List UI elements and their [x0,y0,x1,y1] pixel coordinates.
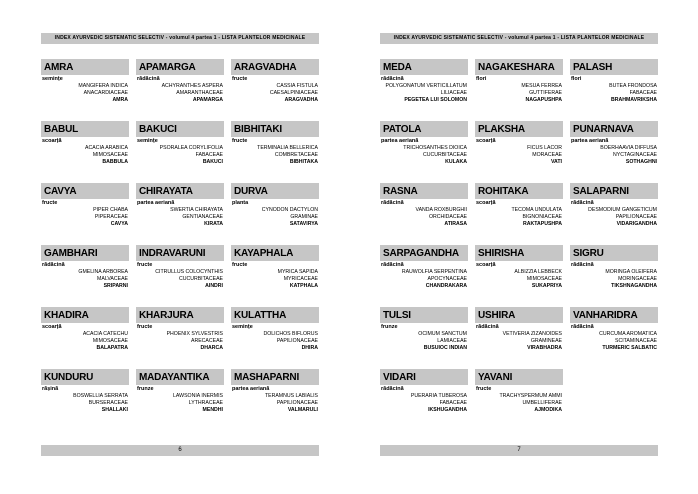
plant-family: GUTTIFERAE [529,90,562,96]
plant-name: PUNARNAVA [570,121,658,137]
plant-name: INDRAVARUNI [136,245,224,261]
plant-card [231,121,319,174]
plant-grid [380,59,658,422]
plant-card [570,245,658,298]
botanical-name: ACHYRANTHES ASPERA [161,83,223,89]
botanical-name: CURCUMA AROMATICA [599,331,657,337]
plant-family: PAPILIONACEAE [615,214,657,220]
plant-part: scoarță [476,262,496,268]
botanical-name: DOLICHOS BIFLORUS [263,331,318,337]
plant-family: FABACEAE [439,400,467,406]
plant-part: fructe [232,76,248,82]
plant-name: KHARJURA [136,307,224,323]
plant-name: RASNA [380,183,468,199]
botanical-name: CASSIA FISTULA [276,83,318,89]
plant-name: GAMBHARI [41,245,129,261]
plant-family: MALVACEAE [97,276,128,282]
plant-family: PAPILIONACEAE [276,400,318,406]
plant-part: rădăcină [381,262,404,268]
synonym: NAGAPUSHPA [525,97,562,103]
plant-name: MASHAPARNI [231,369,319,385]
synonym: BIBHITAKA [289,159,318,165]
synonym: IKSHUGANDHA [428,407,467,413]
page-header: INDEX AYURVEDIC SISTEMATIC SELECTIV - volumul 4 partea 1 - LISTA PLANTELOR MEDICINALE [41,33,319,44]
plant-card [475,59,563,112]
synonym: MENDHI [202,407,223,413]
plant-family: ARECACEAE [191,338,223,344]
synonym: SHALLAKI [101,407,128,413]
plant-part: fructe [137,262,153,268]
plant-card [231,183,319,236]
plant-name: SALAPARNI [570,183,658,199]
synonym: VIDARIGANDHA [616,221,657,227]
plant-card [41,121,129,174]
botanical-name: MORINGA OLEIFERA [605,269,657,275]
plant-part: semințe [232,324,253,330]
synonym: PEGETEA LUI SOLOMON [404,97,467,103]
botanical-name: POLYGONATUM VERTICILLATUM [385,83,467,89]
synonym: KIRATA [204,221,223,227]
plant-part: fructe [232,262,248,268]
botanical-name: PSORALEA CORYLIFOLIA [159,145,223,151]
plant-part: rădăcină [42,262,65,268]
plant-family: COMBRETACEAE [274,152,318,158]
plant-name: YAVANI [475,369,563,385]
synonym: CAVYA [110,221,128,227]
plant-part: fructe [232,138,248,144]
synonym: SUKAPRIYA [531,283,562,289]
plant-part: rășină [42,386,59,392]
plant-card [380,121,468,174]
plant-family: PAPILIONACEAE [276,338,318,344]
plant-card [380,245,468,298]
synonym: AJMODIKA [534,407,562,413]
plant-card [570,59,658,112]
page-number: 7 [380,445,658,456]
plant-part: partea aeriană [571,138,609,144]
page-header: INDEX AYURVEDIC SISTEMATIC SELECTIV - volumul 4 partea 1 - LISTA PLANTELOR MEDICINALE [380,33,658,44]
plant-family: MORACEAE [532,152,562,158]
plant-card [380,369,468,422]
synonym: BALAPATRA [96,345,128,351]
plant-card [136,245,224,298]
synonym: APAMARGA [192,97,223,103]
plant-name: APAMARGA [136,59,224,75]
botanical-name: BUTEA FRONDOSA [609,83,657,89]
synonym: BRAHMAVRIKSHA [610,97,657,103]
plant-card [136,59,224,112]
plant-family: GENTIANACEAE [182,214,223,220]
botanical-name: TECOMA UNDULATA [511,207,562,213]
plant-name: DURVA [231,183,319,199]
botanical-name: VETIVERIA ZIZANOIDES [502,331,562,337]
plant-family: GRAMINAE [290,214,318,220]
plant-name: VANHARIDRA [570,307,658,323]
plant-card [475,369,563,422]
synonym: KATPHALA [289,283,318,289]
plant-name: USHIRA [475,307,563,323]
plant-part: semințe [42,76,63,82]
botanical-name: DESMODIUM GANGETICUM [588,207,657,213]
plant-name: MEDA [380,59,468,75]
plant-part: scoarță [476,200,496,206]
plant-name: ARAGVADHA [231,59,319,75]
plant-card [475,121,563,174]
plant-card [231,369,319,422]
plant-family: APOCYNACEAE [427,276,467,282]
botanical-name: GMELINA ARBOREA [78,269,128,275]
plant-part: fructe [476,386,492,392]
plant-family: MIMOSACEAE [526,276,562,282]
plant-family: NYCTAGINACEAE [612,152,657,158]
plant-name: BABUL [41,121,129,137]
plant-name: AMRA [41,59,129,75]
plant-card [41,59,129,112]
plant-family: CUCURBITACEAE [178,276,223,282]
plant-part: scoarță [42,138,62,144]
plant-family: CAESALPINIACEAE [269,90,318,96]
plant-part: scoarță [476,138,496,144]
plant-family: MORINGACEAE [618,276,657,282]
plant-part: partea aeriană [381,138,419,144]
plant-name: PATOLA [380,121,468,137]
plant-part: fructe [137,324,153,330]
plant-part: rădăcină [571,262,594,268]
botanical-name: CITRULLUS COLOCYNTHIS [155,269,223,275]
synonym: BAKUCI [202,159,223,165]
synonym: DHARCA [200,345,223,351]
plant-part: partea aeriană [137,200,175,206]
plant-part: rădăcină [381,386,404,392]
botanical-name: ACACIA ARABICA [85,145,128,151]
plant-card [570,183,658,236]
plant-family: GRAMINEAE [530,338,562,344]
synonym: ATIRASA [444,221,467,227]
plant-family: ORCHIDACEAE [428,214,467,220]
plant-card [231,245,319,298]
plant-family: LILIACEAE [440,90,467,96]
plant-family: FABACEAE [195,152,223,158]
plant-name: KULATTHA [231,307,319,323]
plant-card [380,183,468,236]
synonym: AINDRI [205,283,223,289]
plant-family: CUCURBITACEAE [422,152,467,158]
plant-name: NAGAKESHARA [475,59,563,75]
plant-part: rădăcină [476,324,499,330]
plant-family: MIMOSACEAE [92,152,128,158]
plant-part: rădăcină [381,76,404,82]
plant-part: rădăcină [571,200,594,206]
botanical-name: TRACHYSPERMUM AMMI [499,393,562,399]
synonym: CHANDRAKARA [425,283,467,289]
plant-family: LYTHRACEAE [188,400,223,406]
plant-part: rădăcină [571,324,594,330]
plant-name: KUNDURU [41,369,129,385]
plant-family: LAMIACEAE [437,338,467,344]
botanical-name: VANDA ROXBURGHII [415,207,467,213]
plant-card [475,307,563,360]
plant-name: KAYAPHALA [231,245,319,261]
page-left [41,33,319,458]
plant-family: MIMOSACEAE [92,338,128,344]
plant-card [136,121,224,174]
plant-card [570,121,658,174]
plant-card [41,183,129,236]
plant-grid [41,59,319,422]
synonym: VATI [550,159,562,165]
plant-part: semințe [137,138,158,144]
plant-card [570,307,658,360]
plant-part: frunze [381,324,398,330]
botanical-name: CYNODON DACTYLON [261,207,318,213]
botanical-name: TERAMNUS LABIALIS [264,393,318,399]
plant-name: SARPAGANDHA [380,245,468,261]
plant-name: MADAYANTIKA [136,369,224,385]
botanical-name: MESUA FERREA [521,83,562,89]
page-right [380,33,658,458]
synonym: VIRABHADRA [527,345,562,351]
synonym: BABBULA [102,159,128,165]
synonym: SRIPARNI [103,283,128,289]
botanical-name: FICUS LACOR [527,145,562,151]
synonym: BUSUIOC INDIAN [423,345,467,351]
plant-part: partea aeriană [232,386,270,392]
plant-name: SIGRU [570,245,658,261]
plant-part: fructe [42,200,58,206]
plant-card [41,307,129,360]
plant-family: AMARANTHACEAE [176,90,223,96]
plant-part: flori [571,76,582,82]
plant-card [380,307,468,360]
plant-family: SCITAMINACEAE [615,338,657,344]
botanical-name: BOERHAAVIA DIFFUSA [600,145,657,151]
page-number: 6 [41,445,319,456]
synonym: DHIRA [301,345,318,351]
botanical-name: MANGIFERA INDICA [78,83,128,89]
botanical-name: ACACIA CATECHU [82,331,128,337]
plant-card [231,307,319,360]
plant-name: TULSI [380,307,468,323]
synonym: TURMERIC SĂLBATIC [602,345,657,351]
plant-card [136,369,224,422]
synonym: VALMARULI [287,407,318,413]
plant-name: CHIRAYATA [136,183,224,199]
plant-card [136,307,224,360]
plant-name: ROHITAKA [475,183,563,199]
plant-name: BAKUCI [136,121,224,137]
plant-family: BIGNONIACEAE [522,214,562,220]
plant-card [475,245,563,298]
botanical-name: MYRICA SAPIDA [277,269,318,275]
plant-card [231,59,319,112]
botanical-name: SWERTIA CHIRAYATA [170,207,223,213]
botanical-name: RAUWOLFIA SERPENTINA [401,269,467,275]
plant-card [475,183,563,236]
synonym: SATAVIRYA [289,221,318,227]
plant-part: frunze [137,386,154,392]
botanical-name: TERMINALIA BELLERICA [257,145,318,151]
synonym: AMRA [112,97,128,103]
plant-name: VIDARI [380,369,468,385]
botanical-name: TRICHOSANTHES DIOICA [403,145,467,151]
plant-part: rădăcină [137,76,160,82]
botanical-name: OCIMUM SANCTUM [418,331,467,337]
plant-family: UMBELLIFERAE [522,400,562,406]
plant-card [41,245,129,298]
plant-name: KHADIRA [41,307,129,323]
plant-family: FABACEAE [629,90,657,96]
synonym: TIKSHNAGANDHA [611,283,657,289]
plant-family: MYRICACEAE [283,276,318,282]
plant-name: CAVYA [41,183,129,199]
plant-family: PIPERACEAE [94,214,128,220]
plant-part: scoarță [42,324,62,330]
synonym: KULAKA [445,159,467,165]
plant-card [380,59,468,112]
plant-name: SHIRISHA [475,245,563,261]
plant-name: PALASH [570,59,658,75]
plant-family: ANACARDIACEAE [83,90,128,96]
plant-family: BURSERACEAE [88,400,128,406]
plant-part: flori [476,76,487,82]
plant-card [136,183,224,236]
synonym: SOTHAGHNI [625,159,657,165]
plant-part: planta [232,200,249,206]
plant-part: rădăcină [381,200,404,206]
plant-card [41,369,129,422]
botanical-name: LAWSONIA INERMIS [173,393,223,399]
plant-name: BIBHITAKI [231,121,319,137]
botanical-name: PHOENIX SYLVESTRIS [166,331,223,337]
botanical-name: ALBIZZIA LEBBECK [514,269,562,275]
synonym: RAKTAPUSHPA [522,221,562,227]
botanical-name: PUERARIA TUBEROSA [410,393,467,399]
botanical-name: PIPER CHABA [93,207,128,213]
botanical-name: BOSWELLIA SERRATA [73,393,128,399]
synonym: ARAGVADHA [284,97,318,103]
plant-name: PLAKSHA [475,121,563,137]
